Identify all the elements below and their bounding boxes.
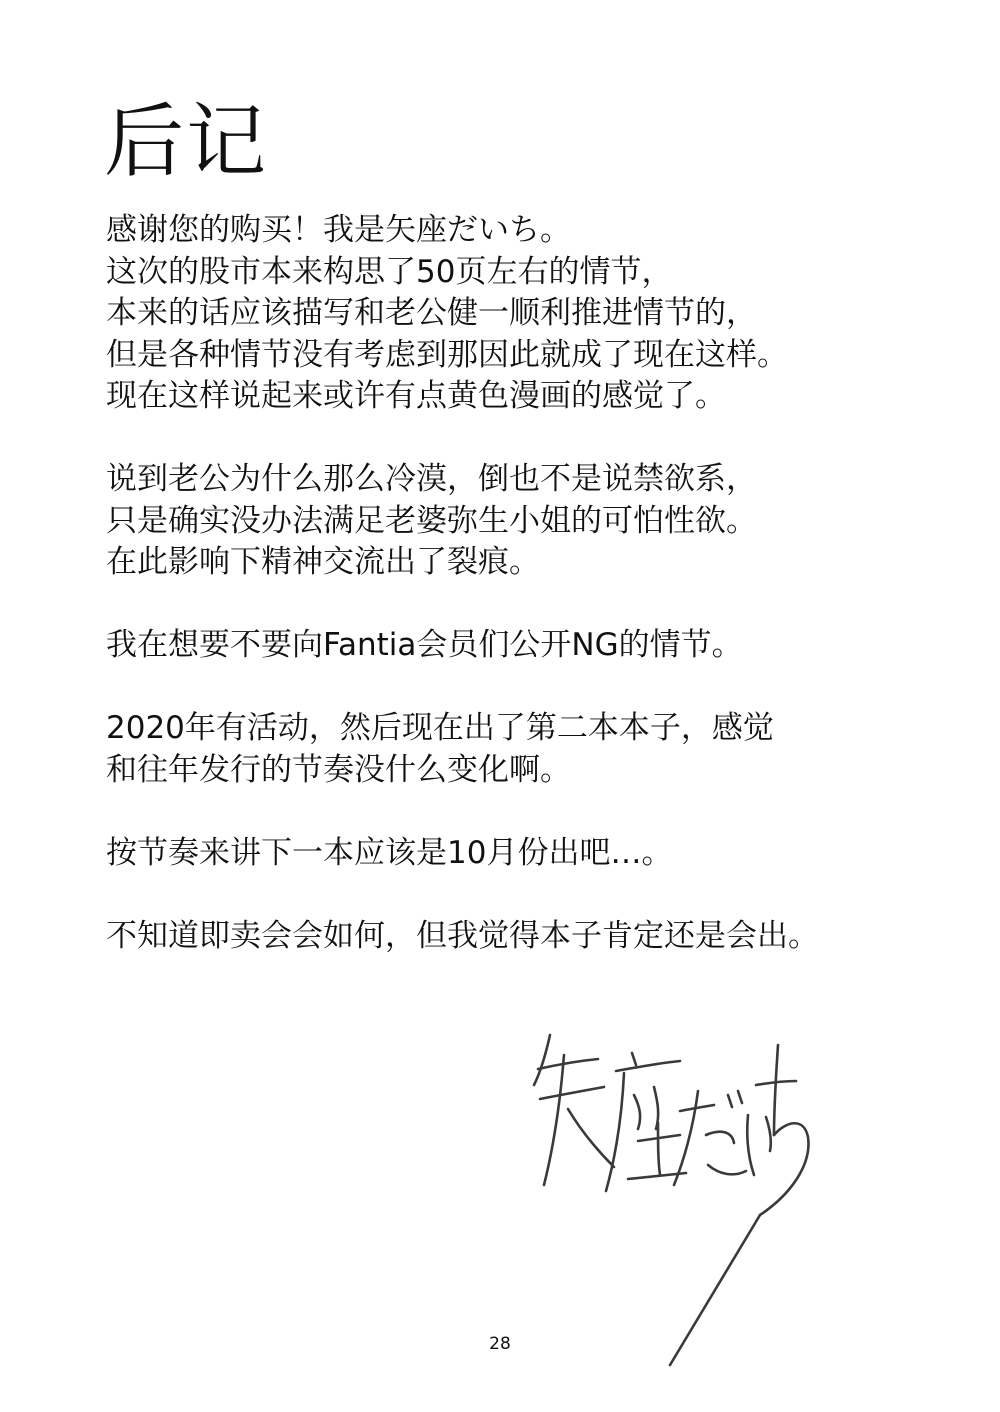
text-line: 本来的话应该描写和老公健一顺利推进情节的， (106, 295, 757, 331)
text-line: 但是各种情节没有考虑到那因此就成了现在这样。 (106, 336, 788, 373)
paragraph-1 (106, 210, 966, 418)
handwritten-signature (520, 1025, 820, 1385)
text-line: 2020年有活动，然后现在出了第二本本子，感觉 (106, 710, 774, 746)
paragraph-6 (106, 916, 966, 958)
text-line: 我在想要不要向Fantia会员们公开NG的情节。 (106, 627, 743, 663)
text-line: 说到老公为什么那么冷漠，倒也不是说禁欲系， (106, 461, 757, 497)
afterword-body (106, 210, 966, 999)
paragraph-4 (106, 708, 966, 791)
text-line: 现在这样说起来或许有点黄色漫画的感觉了。 (106, 378, 726, 414)
text-line: 只是确实没办法满足老婆弥生小姐的可怕性欲。 (106, 502, 757, 539)
text-line: 不知道即卖会会如何，但我觉得本子肯定还是会出。 (106, 917, 819, 954)
text-line: 按节奏来讲下一本应该是10月份出吧…。 (106, 834, 673, 871)
text-line: 和往年发行的节奏没什么变化啊。 (106, 751, 571, 788)
text-line: 感谢您的购买！我是矢座だいち。 (106, 212, 571, 248)
text-line: 在此影响下精神交流出了裂痕。 (106, 544, 540, 580)
page-number: 28 (489, 1334, 511, 1354)
paragraph-2 (106, 459, 966, 584)
paragraph-5 (106, 833, 966, 875)
page-title: 后记 (104, 95, 268, 188)
paragraph-3 (106, 625, 966, 667)
text-line: 这次的股市本来构思了50页左右的情节， (106, 253, 673, 290)
